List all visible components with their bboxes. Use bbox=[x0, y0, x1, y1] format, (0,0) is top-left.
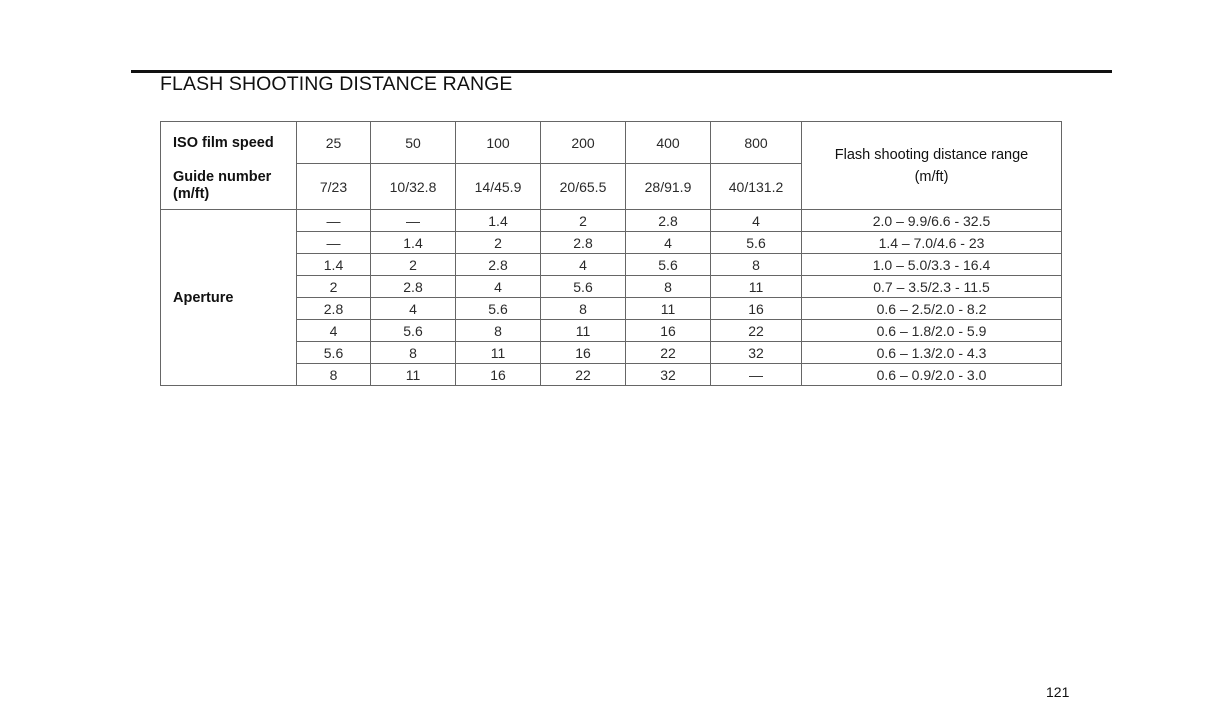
aperture-value: 8 bbox=[711, 254, 802, 276]
aperture-value: 22 bbox=[626, 342, 711, 364]
iso-value: 200 bbox=[541, 122, 626, 164]
aperture-value: 4 bbox=[711, 210, 802, 232]
guide-number-value: 40/131.2 bbox=[711, 164, 802, 210]
aperture-value: 5.6 bbox=[541, 276, 626, 298]
aperture-value: 8 bbox=[626, 276, 711, 298]
aperture-value: 11 bbox=[541, 320, 626, 342]
aperture-value: — bbox=[371, 210, 456, 232]
distance-range-value: 0.6 – 2.5/2.0 - 8.2 bbox=[802, 298, 1062, 320]
aperture-value: 2 bbox=[297, 276, 371, 298]
aperture-value: 11 bbox=[456, 342, 541, 364]
aperture-row bbox=[161, 320, 1062, 342]
aperture-value: — bbox=[711, 364, 802, 386]
aperture-value: 2.8 bbox=[297, 298, 371, 320]
guide-number-value: 14/45.9 bbox=[456, 164, 541, 210]
guide-number-value: 20/65.5 bbox=[541, 164, 626, 210]
aperture-value: 1.4 bbox=[297, 254, 371, 276]
aperture-value: 16 bbox=[626, 320, 711, 342]
guide-number-label-line1: Guide number bbox=[173, 169, 272, 186]
guide-number-value: 28/91.9 bbox=[626, 164, 711, 210]
aperture-value: 5.6 bbox=[711, 232, 802, 254]
aperture-value: 4 bbox=[371, 298, 456, 320]
aperture-value: 4 bbox=[541, 254, 626, 276]
iso-row bbox=[161, 122, 1062, 164]
aperture-value: 11 bbox=[371, 364, 456, 386]
aperture-row bbox=[161, 298, 1062, 320]
iso-value: 800 bbox=[711, 122, 802, 164]
aperture-value: 2 bbox=[541, 210, 626, 232]
aperture-value: 2.8 bbox=[626, 210, 711, 232]
guide-number-label-line2: (m/ft) bbox=[173, 186, 210, 203]
iso-value: 25 bbox=[297, 122, 371, 164]
aperture-row bbox=[161, 276, 1062, 298]
aperture-value: 4 bbox=[297, 320, 371, 342]
aperture-value: 16 bbox=[456, 364, 541, 386]
guide-number-value: 10/32.8 bbox=[371, 164, 456, 210]
aperture-value: 32 bbox=[626, 364, 711, 386]
aperture-value: 5.6 bbox=[371, 320, 456, 342]
aperture-value: 11 bbox=[711, 276, 802, 298]
aperture-value: 11 bbox=[626, 298, 711, 320]
aperture-value: 5.6 bbox=[456, 298, 541, 320]
distance-range-value: 1.0 – 5.0/3.3 - 16.4 bbox=[802, 254, 1062, 276]
aperture-value: 2.8 bbox=[541, 232, 626, 254]
aperture-value: 8 bbox=[371, 342, 456, 364]
page-title: FLASH SHOOTING DISTANCE RANGE bbox=[160, 73, 513, 95]
aperture-value: 22 bbox=[541, 364, 626, 386]
aperture-value: 1.4 bbox=[371, 232, 456, 254]
aperture-value: 2 bbox=[456, 232, 541, 254]
aperture-value: 5.6 bbox=[626, 254, 711, 276]
distance-range-value: 0.6 – 0.9/2.0 - 3.0 bbox=[802, 364, 1062, 386]
aperture-value: 2.8 bbox=[456, 254, 541, 276]
aperture-value: 22 bbox=[711, 320, 802, 342]
flash-distance-table bbox=[160, 121, 1062, 386]
aperture-value: — bbox=[297, 210, 371, 232]
aperture-value: 5.6 bbox=[297, 342, 371, 364]
range-header-line1: Flash shooting distance range bbox=[834, 146, 1029, 163]
distance-range-value: 0.6 – 1.3/2.0 - 4.3 bbox=[802, 342, 1062, 364]
aperture-row bbox=[161, 254, 1062, 276]
aperture-row bbox=[161, 232, 1062, 254]
page-number: 121 bbox=[1046, 684, 1070, 700]
aperture-value: 8 bbox=[297, 364, 371, 386]
aperture-label: Aperture bbox=[161, 210, 297, 386]
aperture-value: 2 bbox=[371, 254, 456, 276]
distance-range-value: 0.6 – 1.8/2.0 - 5.9 bbox=[802, 320, 1062, 342]
distance-range-value: 2.0 – 9.9/6.6 - 32.5 bbox=[802, 210, 1062, 232]
aperture-value: 4 bbox=[626, 232, 711, 254]
iso-film-speed-label: ISO film speed bbox=[161, 122, 297, 164]
aperture-value: 32 bbox=[711, 342, 802, 364]
aperture-row bbox=[161, 364, 1062, 386]
aperture-row bbox=[161, 210, 1062, 232]
aperture-value: 4 bbox=[456, 276, 541, 298]
guide-number-label bbox=[161, 164, 297, 210]
distance-range-value: 1.4 – 7.0/4.6 - 23 bbox=[802, 232, 1062, 254]
range-header-line2: (m/ft) bbox=[914, 168, 949, 185]
aperture-value: 8 bbox=[541, 298, 626, 320]
range-header bbox=[802, 122, 1062, 210]
aperture-value: 16 bbox=[541, 342, 626, 364]
aperture-value: 2.8 bbox=[371, 276, 456, 298]
iso-value: 100 bbox=[456, 122, 541, 164]
aperture-value: — bbox=[297, 232, 371, 254]
aperture-value: 1.4 bbox=[456, 210, 541, 232]
aperture-value: 16 bbox=[711, 298, 802, 320]
distance-range-value: 0.7 – 3.5/2.3 - 11.5 bbox=[802, 276, 1062, 298]
aperture-value: 8 bbox=[456, 320, 541, 342]
iso-value: 50 bbox=[371, 122, 456, 164]
guide-number-value: 7/23 bbox=[297, 164, 371, 210]
iso-value: 400 bbox=[626, 122, 711, 164]
aperture-row bbox=[161, 342, 1062, 364]
